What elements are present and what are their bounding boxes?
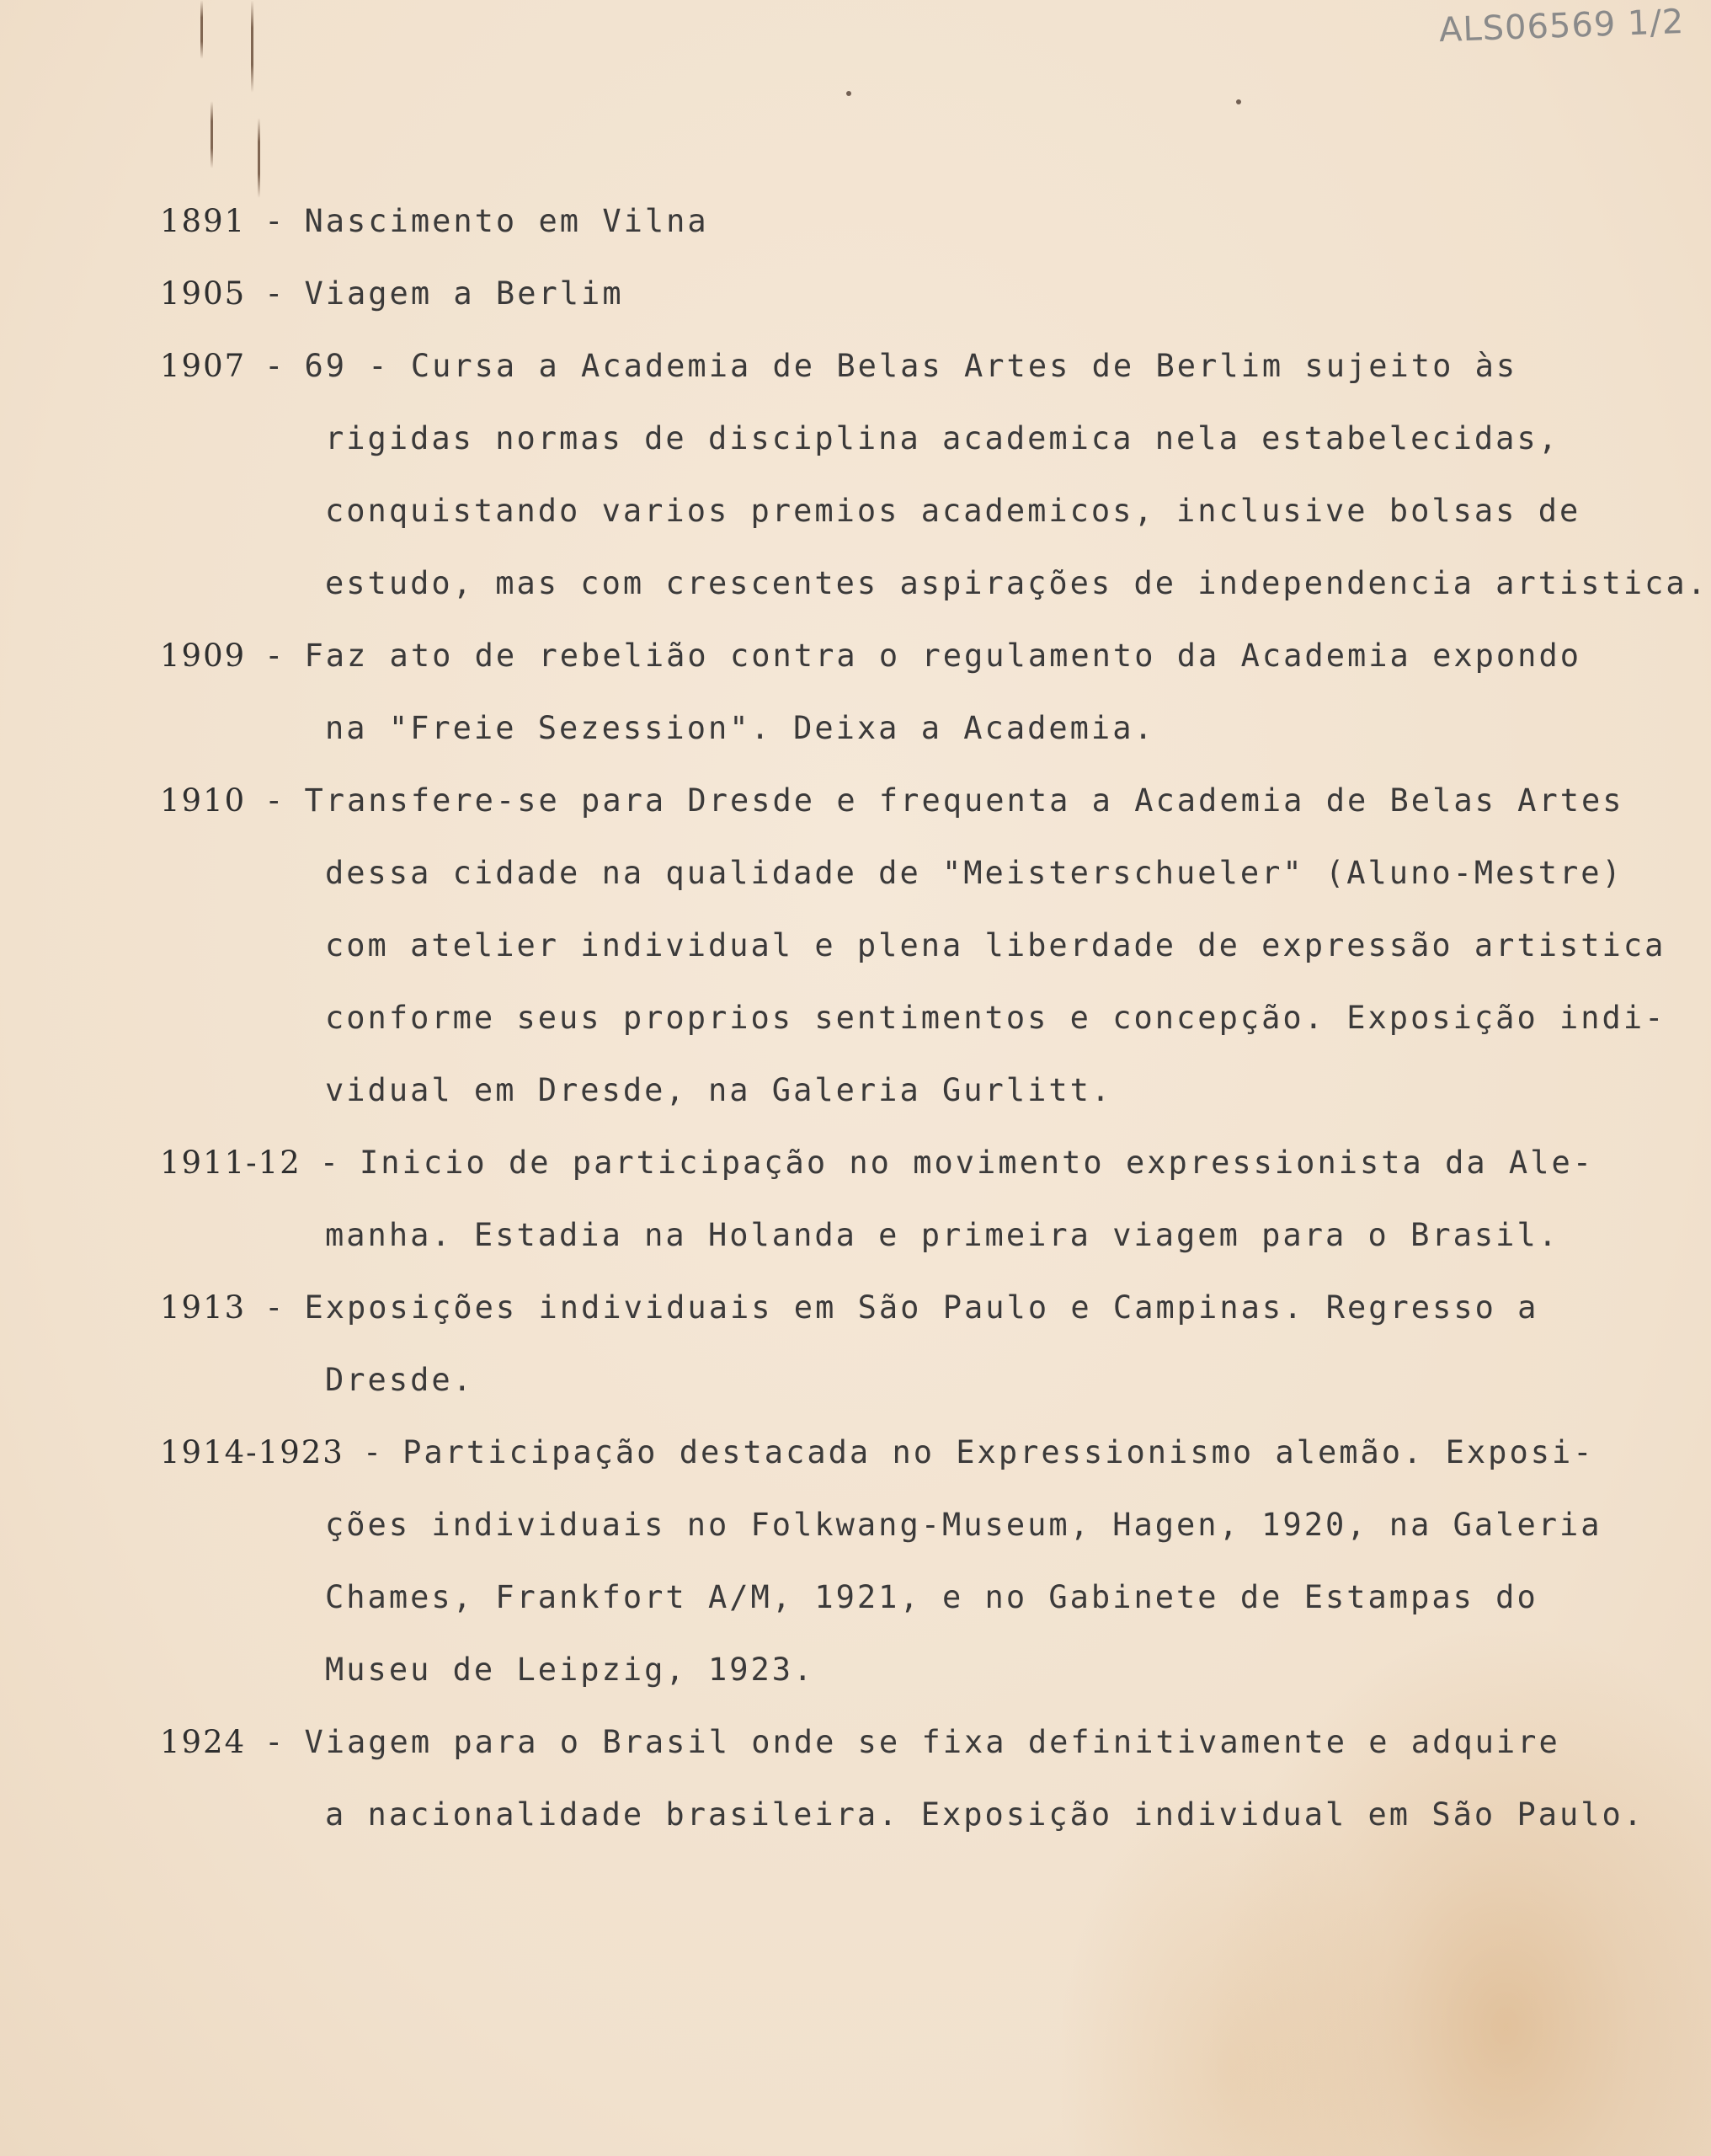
chronology-entry	[160, 620, 1692, 765]
entry-dash: -	[264, 348, 286, 384]
entry-text-line: Inicio de participação no movimento expressionista da Ale-	[360, 1145, 1595, 1181]
chronology-entry	[160, 1272, 1692, 1417]
entry-first-line	[160, 1706, 1692, 1779]
entry-dash: -	[264, 1289, 286, 1326]
staple-mark-left-lower	[211, 101, 213, 168]
entry-year: 1907	[160, 348, 247, 384]
entry-text-line: com atelier individual e plena liberdade de expressão artistica	[325, 927, 1666, 963]
ink-speck	[846, 91, 851, 96]
entry-text-line: rigidas normas de disciplina academica nela estabelecidas,	[325, 420, 1560, 456]
staple-mark-left	[200, 0, 203, 59]
chronology-entry	[160, 185, 1692, 258]
chronology-list	[160, 185, 1708, 1851]
chronology-entry	[160, 1417, 1692, 1706]
chronology-entry	[160, 765, 1692, 1127]
entry-text-line: Exposições individuais em São Paulo e Campinas. Regresso a	[304, 1289, 1539, 1326]
entry-first-line	[160, 185, 1692, 258]
entry-dash: -	[264, 782, 286, 819]
entry-text-line: Participação destacada no Expressionismo alemão. Exposi-	[402, 1434, 1595, 1470]
entry-text-line: manha. Estadia na Holanda e primeira viagem para o Brasil.	[325, 1217, 1560, 1253]
entry-text-line: Transfere-se para Dresde e frequenta a Academia de Belas Artes	[304, 782, 1624, 819]
entry-text-line: Chames, Frankfort A/M, 1921, e no Gabinete de Estampas do	[325, 1579, 1538, 1615]
entry-year: 1911-12	[160, 1145, 301, 1181]
entry-text-line: vidual em Dresde, na Galeria Gurlitt.	[325, 1072, 1113, 1108]
entry-year: 1909	[160, 638, 247, 674]
entry-text-line: Museu de Leipzig, 1923.	[325, 1652, 815, 1688]
entry-text-line: ções individuais no Folkwang-Museum, Hagen, 1920, na Galeria	[325, 1507, 1602, 1543]
chronology-entry	[160, 1127, 1692, 1272]
entry-year: 1910	[160, 782, 247, 819]
ink-speck	[1236, 99, 1241, 104]
entry-text-line: na "Freie Sezession". Deixa a Academia.	[325, 710, 1155, 746]
entry-first-line	[160, 765, 1692, 837]
entry-dash: -	[264, 1724, 286, 1760]
chronology-entry	[160, 1706, 1692, 1851]
entry-text-line: estudo, mas com crescentes aspirações de independencia artistica.	[325, 565, 1708, 601]
entry-first-line	[160, 1127, 1692, 1199]
entry-first-line	[160, 1272, 1692, 1344]
staple-mark-right	[251, 0, 253, 93]
entry-text-line: Faz ato de rebelião contra o regulamento da Academia expondo	[304, 638, 1582, 674]
entry-dash: -	[264, 203, 286, 239]
entry-text-line: conforme seus proprios sentimentos e concepção. Exposição indi-	[325, 1000, 1666, 1036]
entry-text-line: Viagem para o Brasil onde se fixa definitivamente e adquire	[304, 1724, 1560, 1760]
entry-dash: -	[319, 1145, 342, 1181]
entry-text-line: 69 - Cursa a Academia de Belas Artes de Berlim sujeito às	[304, 348, 1518, 384]
entry-text-line: dessa cidade na qualidade de "Meisterschueler" (Aluno-Mestre)	[325, 855, 1623, 891]
entry-year: 1891	[160, 203, 247, 239]
entry-dash: -	[362, 1434, 385, 1470]
entry-first-line	[160, 1417, 1692, 1489]
entry-dash: -	[264, 275, 286, 312]
chronology-entry	[160, 258, 1692, 330]
entry-first-line	[160, 258, 1692, 330]
entry-text-line: a nacionalidade brasileira. Exposição individual em São Paulo.	[325, 1796, 1645, 1833]
entry-first-line	[160, 330, 1692, 403]
entry-text-line: Nascimento em Vilna	[304, 203, 709, 239]
archive-reference: ALS06569 1/2	[1437, 2, 1685, 51]
entry-year: 1913	[160, 1289, 247, 1326]
entry-first-line	[160, 620, 1692, 692]
entry-year: 1905	[160, 275, 247, 312]
chronology-entry	[160, 330, 1708, 620]
entry-year: 1914-1923	[160, 1434, 344, 1470]
entry-dash: -	[264, 638, 286, 674]
entry-text-line: Viagem a Berlim	[304, 275, 624, 312]
entry-text-line: Dresde.	[325, 1362, 474, 1398]
entry-text-line: conquistando varios premios academicos, inclusive bolsas de	[325, 493, 1581, 529]
entry-year: 1924	[160, 1724, 247, 1760]
